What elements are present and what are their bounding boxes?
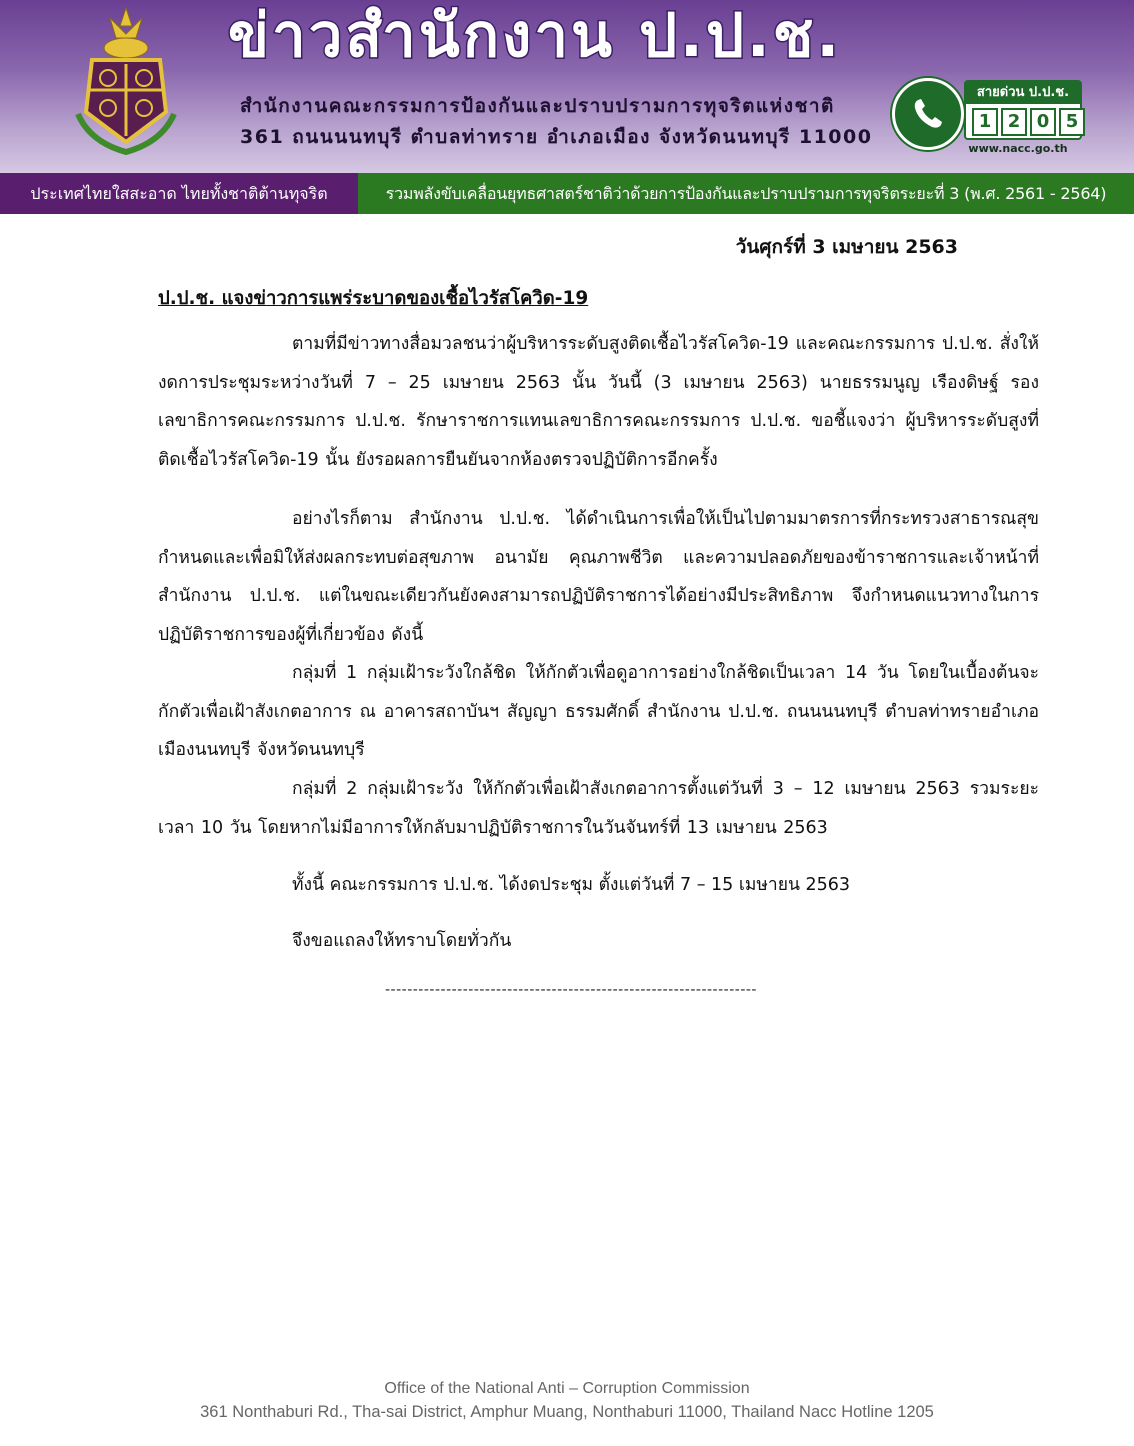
document-date: วันศุกร์ที่ 3 เมษายน 2563 xyxy=(735,236,958,258)
footer-address: 361 Nonthaburi Rd., Tha-sai District, Amphur Muang, Nonthaburi 11000, Thailand Nacc Hotline 1205 xyxy=(200,1403,934,1421)
footer-office-name: Office of the National Anti – Corruption Commission xyxy=(384,1380,750,1397)
slogan-banner-right: รวมพลังขับเคลื่อนยุทธศาสตร์ชาติว่าด้วยการป้องกันและปราบปรามการทุจริตระยะที่ 3 (พ.ศ. 2561 - 2564) xyxy=(358,173,1134,214)
hotline-badge xyxy=(892,76,1092,160)
paragraph-3: กลุ่มที่ 1 กลุ่มเฝ้าระวังใกล้ชิด ให้กักตัวเพื่อดูอาการอย่างใกล้ชิดเป็นเวลา 14 วัน โดยในเบื้องต้นจะกักตัวเพื่อเฝ้าสังเกตอาการ ณ อาคารสถาบันฯ สัญญา ธรรมศักดิ์ สำนักงาน ป.ป.ช. ถนนนนทบุรี ตำบลท่าทรายอำเภอเมืองนนทบุรี จังหวัดนนทบุรี xyxy=(158,663,1039,761)
hotline-digit: 0 xyxy=(1030,108,1056,136)
phone-icon xyxy=(892,78,964,150)
website-url: www.nacc.go.th xyxy=(968,142,1068,155)
paragraph-6: จึงขอแถลงให้ทราบโดยทั่วกัน xyxy=(292,931,512,951)
hotline-number-box xyxy=(964,80,1082,140)
news-headline: ป.ป.ช. แจงข่าวการแพร่ระบาดของเชื้อไวรัสโควิด-19 xyxy=(158,288,589,309)
hotline-label: สายด่วน ป.ป.ช. xyxy=(966,82,1080,104)
slogan-banner-left: ประเทศไทยใสสะอาด ไทยทั้งชาติต้านทุจริต xyxy=(0,173,358,214)
hotline-digit: 1 xyxy=(972,108,998,136)
masthead-header xyxy=(0,0,1134,173)
hotline-digit: 2 xyxy=(1001,108,1027,136)
hotline-digits xyxy=(972,108,1085,136)
paragraph-4: กลุ่มที่ 2 กลุ่มเฝ้าระวัง ให้กักตัวเพื่อเฝ้าสังเกตอาการตั้งแต่วันที่ 3 – 12 เมษายน 2563 รวมระยะเวลา 10 วัน โดยหากไม่มีอาการให้กลับมาปฏิบัติราชการในวันจันทร์ที่ 13 เมษายน 2563 xyxy=(158,779,1039,838)
paragraph-1: ตามที่มีข่าวทางสื่อมวลชนว่าผู้บริหารระดับสูงติดเชื้อไวรัสโควิด-19 และคณะกรรมการ ป.ป.ช. สั่งให้งดการประชุมระหว่างวันที่ 7 – 25 เมษายน 2563 นั้น วันนี้ (3 เมษายน 2563) นายธรรมนูญ เรืองดิษฐ์ รองเลขาธิการคณะกรรมการ ป.ป.ช. รักษาราชการแทนเลขาธิการคณะกรรมการ ป.ป.ช. ขอชี้แจงว่า ผู้บริหารระดับสูงที่ติดเชื้อไวรัสโควิด-19 นั้น ยังรอผลการยืนยันจากห้องตรวจปฏิบัติการอีกครั้ง xyxy=(158,334,1039,471)
paragraph-2: อย่างไรก็ตาม สำนักงาน ป.ป.ช. ได้ดำเนินการเพื่อให้เป็นไปตามมาตรการที่กระทรวงสาธารณสุขกำหนดและเพื่อมิให้ส่งผลกระทบต่อสุขภาพ อนามัย คุณภาพชีวิต และความปลอดภัยของข้าราชการและเจ้าหน้าที่สำนักงาน ป.ป.ช. แต่ในขณะเดียวกันยังคงสามารถปฏิบัติราชการได้อย่างมีประสิทธิภาพ จึงกำหนดแนวทางในการปฏิบัติราชการของผู้ที่เกี่ยวข้อง ดังนี้ xyxy=(158,509,1039,646)
end-divider: ------------------------------------------------------------------- xyxy=(385,982,757,996)
org-name: สำนักงานคณะกรรมการป้องกันและปราบปรามการทุจริตแห่งชาติ xyxy=(240,95,835,117)
masthead-title: ข่าวสำนักงาน ป.ป.ช. xyxy=(228,1,843,71)
nacc-emblem-icon xyxy=(70,4,182,156)
paragraph-5: ทั้งนี้ คณะกรรมการ ป.ป.ช. ได้งดประชุม ตั้งแต่วันที่ 7 – 15 เมษายน 2563 xyxy=(292,875,851,895)
org-address: 361 ถนนนนทบุรี ตำบลท่าทราย อำเภอเมือง จังหวัดนนทบุรี 11000 xyxy=(240,126,873,148)
hotline-digit: 5 xyxy=(1059,108,1085,136)
